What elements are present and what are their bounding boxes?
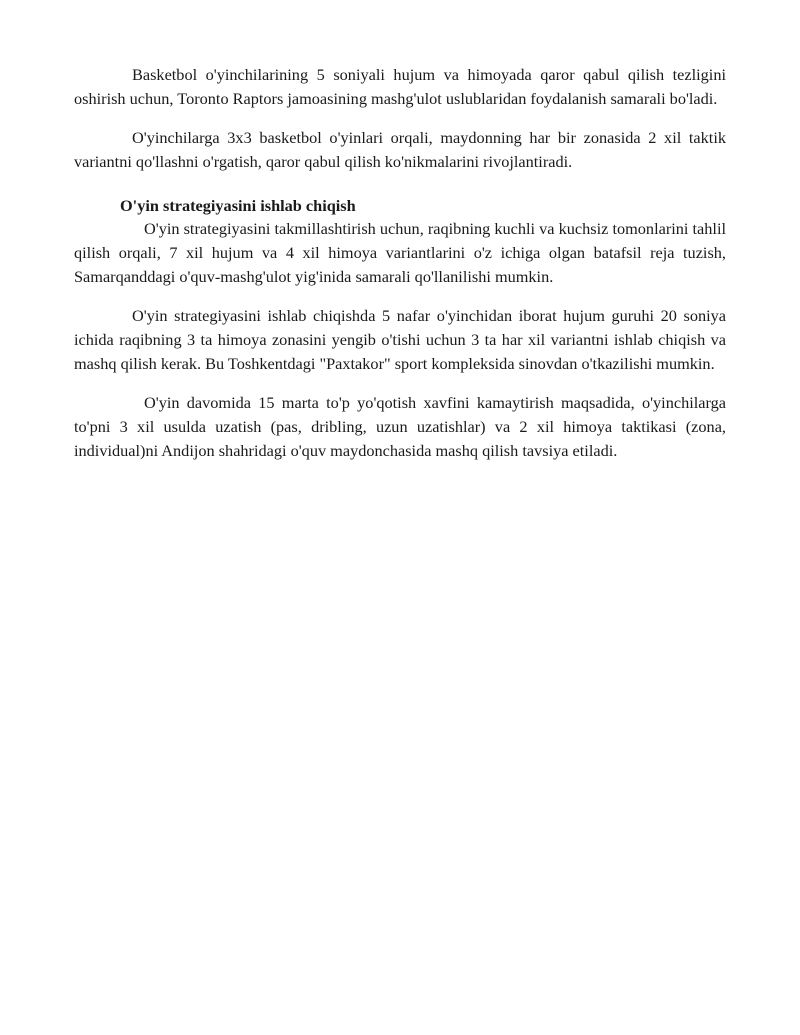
section-paragraph-2: O'yin strategiyasini ishlab chiqishda 5 nafar o'yinchidan iborat hujum guruhi 20 soniya ichida raqibning 3 ta himoya zonasini yengib o'tishi uchun 3 ta har xil variantni ishlab chiqish va mashq qilish kerak. Bu Toshkentdagi "Paxtakor" sport kompleksida sinovdan o'tkazilishi mumkin. <box>74 306 726 373</box>
document-body <box>74 63 726 463</box>
section-heading: O'yin strategiyasini ishlab chiqish <box>120 196 356 215</box>
paragraph-1: Basketbol o'yinchilarining 5 soniyali hujum va himoyada qaror qabul qilish tezligini oshirish uchun, Toronto Raptors jamoasining mashg'ulot uslublaridan foydalanish samarali bo'ladi. <box>74 65 726 108</box>
paragraph-2: O'yinchilarga 3x3 basketbol o'yinlari orqali, maydonning har bir zonasida 2 xil taktik variantni qo'llashni o'rgatish, qaror qabul qilish ko'nikmalarini rivojlantiradi. <box>74 128 726 171</box>
section-paragraph-1: O'yin strategiyasini takmillashtirish uchun, raqibning kuchli va kuchsiz tomonlarini tahlil qilish orqali, 7 xil hujum va 4 xil himoya variantlarini o'z ichiga olgan batafsil reja tuzish, Samarqanddagi o'quv-mashg'ulot yig'inida samarali qo'llanilishi mumkin. <box>74 219 726 286</box>
section-paragraph-3: O'yin davomida 15 marta to'p yo'qotish xavfini kamaytirish maqsadida, o'yinchilarga to'pni 3 xil usulda uzatish (pas, dribling, uzun uzatishlar) va 2 xil himoya taktikasi (zona, individual)ni Andijon shahridagi o'quv maydonchasida mashq qilish tavsiya etiladi. <box>74 393 726 460</box>
